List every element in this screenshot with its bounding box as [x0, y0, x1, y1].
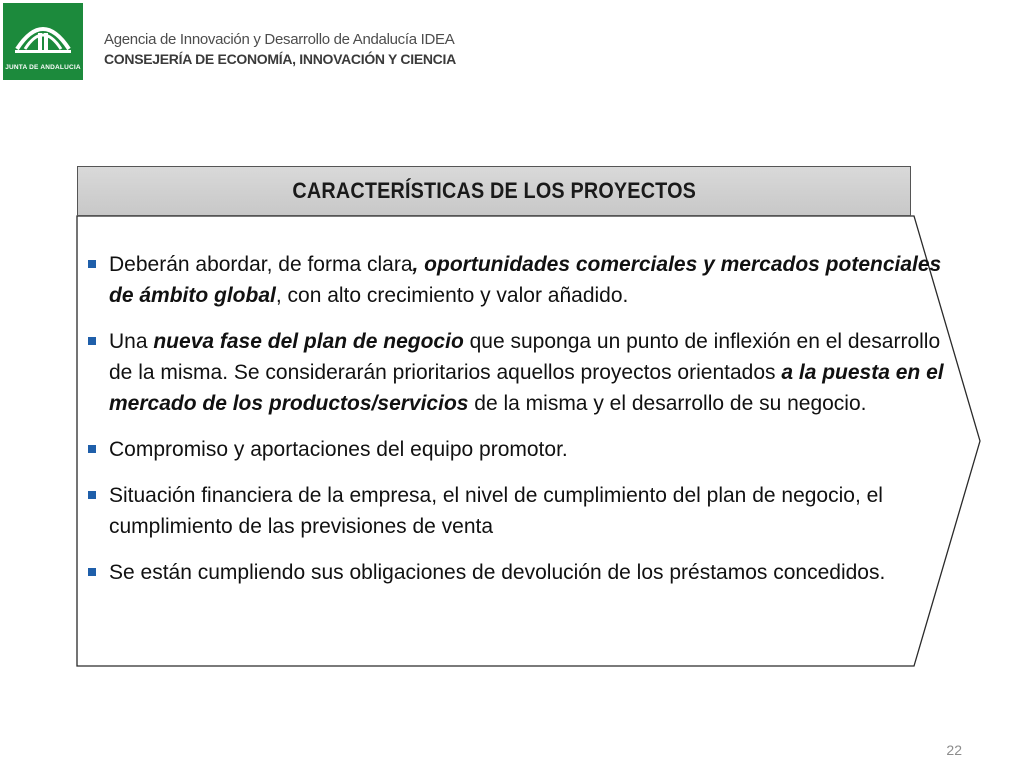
- page-number: 22: [946, 742, 962, 758]
- emphasis-text: nueva fase del plan de negocio: [153, 330, 464, 353]
- bullet-text: , con alto crecimiento y valor añadido.: [275, 284, 629, 307]
- bullet-item: [88, 434, 948, 465]
- bullet-text: Deberán abordar, de forma clara: [109, 253, 413, 276]
- bullet-item: [88, 249, 948, 311]
- agency-name: Agencia de Innovación y Desarrollo de Andalucía IDEA: [104, 31, 455, 48]
- bullet-text: de la misma y el desarrollo de su negocio.: [468, 392, 867, 415]
- bullet-item: [88, 480, 948, 542]
- bullet-item: [88, 557, 948, 588]
- bullet-item: [88, 326, 948, 419]
- ministry-name: CONSEJERÍA DE ECONOMÍA, INNOVACIÓN Y CIENCIA: [104, 51, 456, 67]
- logo-caption: JUNTA DE ANDALUCIA: [5, 64, 81, 71]
- bullet-text: que suponga un punto de inflexión en el desarrollo de la misma. Se considerarán prioritarios aquellos proyectos orientados: [109, 330, 941, 384]
- emphasis-text: a la puesta en el mercado de los productos/servicios: [109, 361, 944, 415]
- bullet-text: Compromiso y aportaciones del equipo promotor.: [109, 438, 568, 461]
- bullet-text: Se están cumpliendo sus obligaciones de devolución de los préstamos concedidos.: [109, 561, 886, 584]
- bullet-list: [88, 249, 948, 603]
- title-bar: [77, 166, 911, 216]
- slide-title: CARACTERÍSTICAS DE LOS PROYECTOS: [292, 178, 696, 203]
- bullet-text: Situación financiera de la empresa, el nivel de cumplimiento del plan de negocio, el cumplimiento de las previsiones de venta: [109, 484, 883, 538]
- emphasis-text: , oportunidades comerciales y mercados potenciales de ámbito global: [109, 253, 942, 307]
- bullet-text: Una: [109, 330, 154, 353]
